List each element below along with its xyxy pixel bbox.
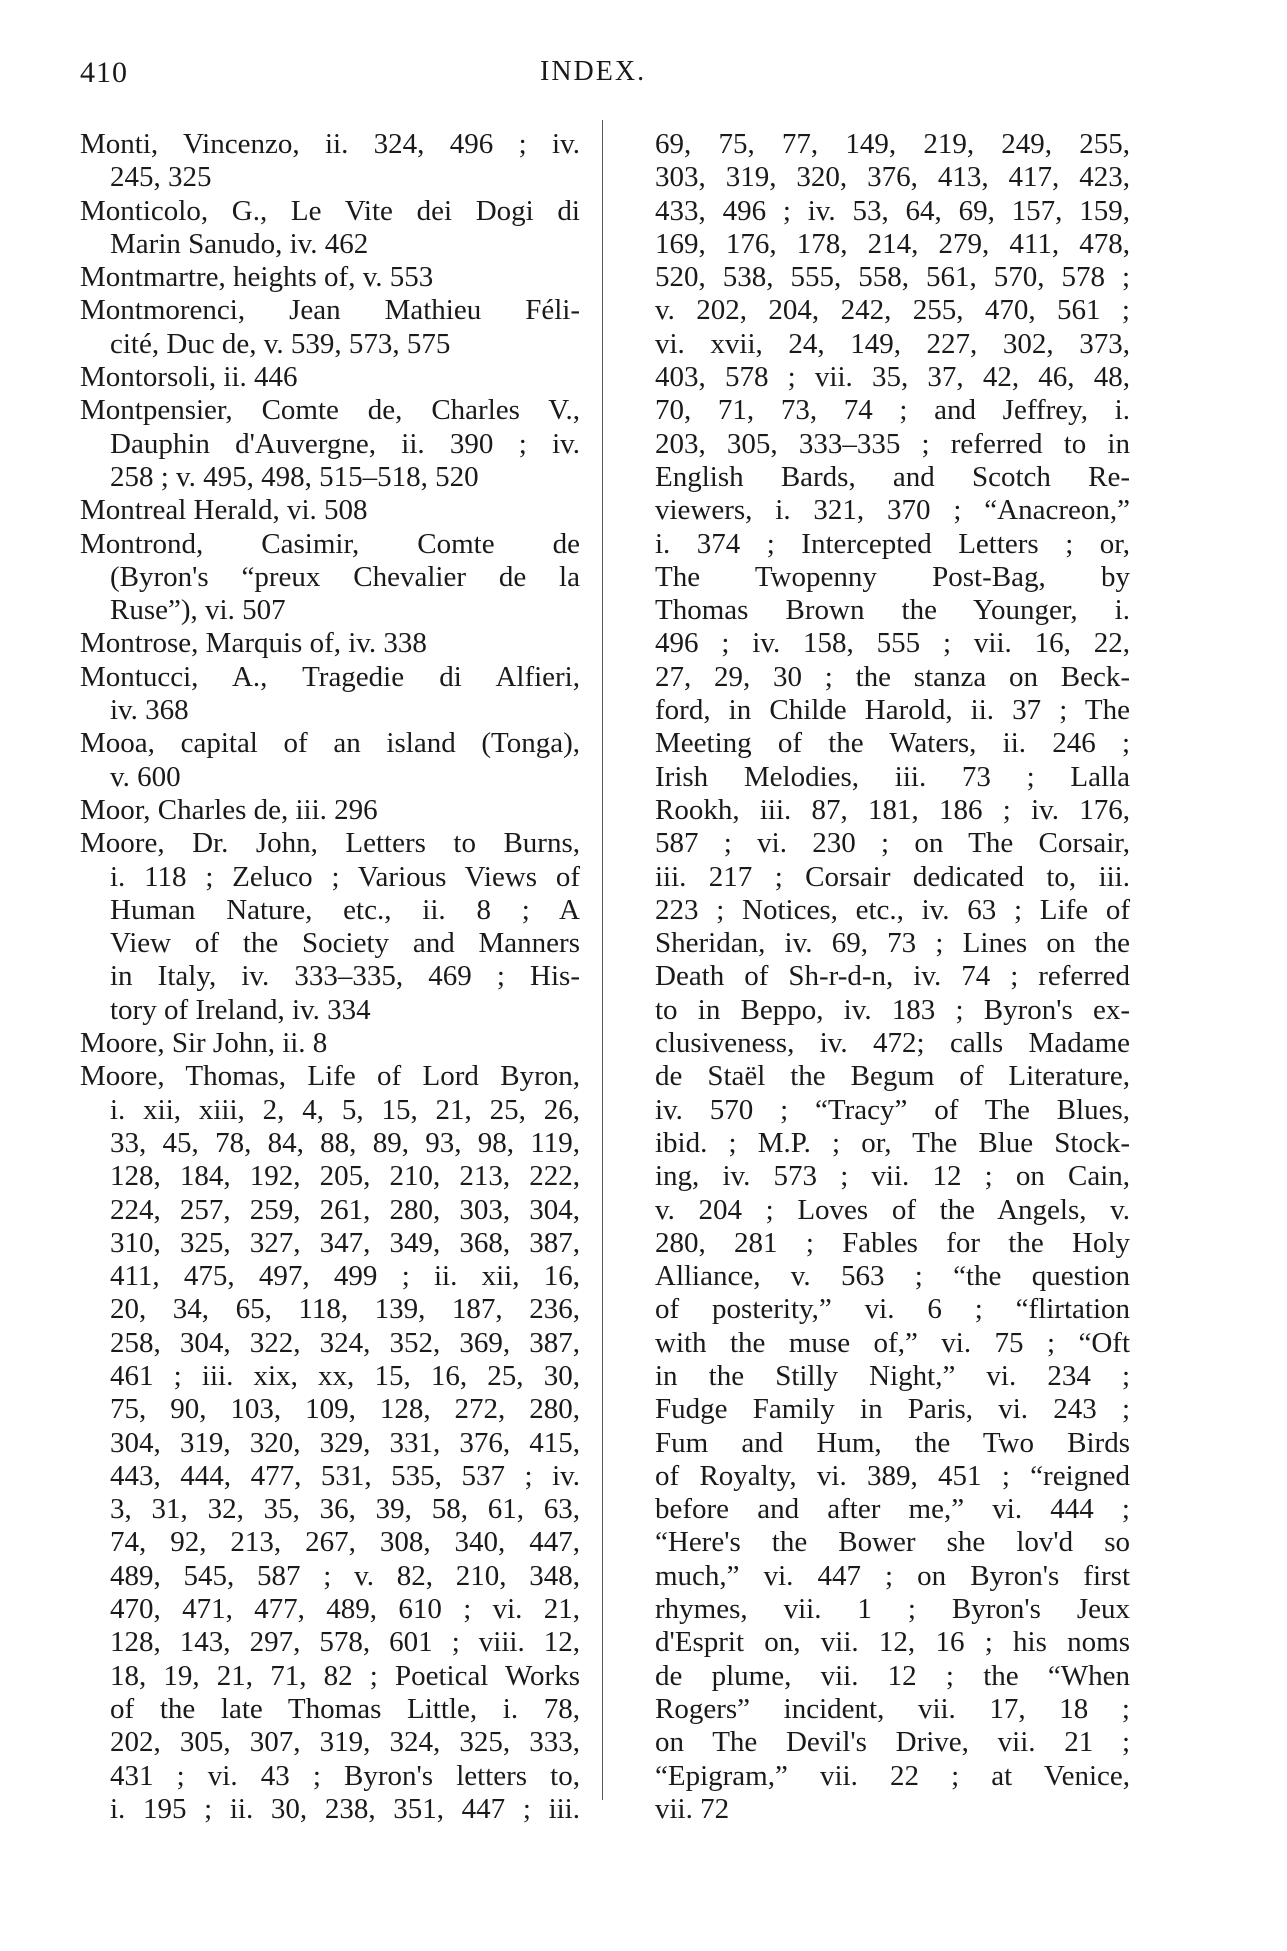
index-line: Montucci, A., Tragedie di Alfieri,: [80, 660, 580, 693]
index-line: cité, Duc de, v. 539, 573, 575: [110, 327, 451, 360]
index-line: Monti, Vincenzo, ii. 324, 496 ; iv.: [80, 128, 580, 160]
index-line: 33, 45, 78, 84, 88, 89, 93, 98, 119,: [110, 1126, 580, 1159]
index-line: on The Devil's Drive, vii. 21 ;: [655, 1726, 1130, 1759]
index-line: Alliance, v. 563 ; “the question: [655, 1260, 1130, 1293]
index-line: ing, iv. 573 ; vii. 12 ; on Cain,: [655, 1160, 1130, 1193]
index-line: Irish Melodies, iii. 73 ; Lalla: [655, 760, 1130, 793]
index-line: 70, 71, 73, 74 ; and Jeffrey, i.: [655, 394, 1130, 427]
index-line: 27, 29, 30 ; the stanza on Beck-: [655, 660, 1130, 693]
index-line: 223 ; Notices, etc., iv. 63 ; Life of: [655, 893, 1130, 926]
index-line: 128, 143, 297, 578, 601 ; viii. 12,: [110, 1626, 580, 1659]
index-line: iv. 570 ; “Tracy” of The Blues,: [655, 1093, 1130, 1126]
index-line: Montmorenci, Jean Mathieu Féli-: [80, 294, 580, 327]
index-line: 587 ; vi. 230 ; on The Corsair,: [655, 827, 1130, 860]
index-line: Monticolo, G., Le Vite dei Dogi di: [80, 194, 580, 227]
index-line: 496 ; iv. 158, 555 ; vii. 16, 22,: [655, 627, 1130, 660]
index-line: Montpensier, Comte de, Charles V.,: [80, 394, 580, 427]
index-line: “Epigram,” vii. 22 ; at Venice,: [655, 1759, 1130, 1792]
index-line: 75, 90, 103, 109, 128, 272, 280,: [110, 1393, 580, 1426]
index-line: with the muse of,” vi. 75 ; “Oft: [655, 1326, 1130, 1359]
index-line: 304, 319, 320, 329, 331, 376, 415,: [110, 1426, 580, 1459]
index-line: Moore, Sir John, ii. 8: [80, 1027, 328, 1060]
page-number: 410: [80, 56, 128, 89]
index-line: vii. 72: [655, 1792, 730, 1825]
index-line: 258, 304, 322, 324, 352, 369, 387,: [110, 1326, 580, 1359]
index-line: Moore, Dr. John, Letters to Burns,: [80, 827, 580, 860]
index-line: d'Esprit on, vii. 12, 16 ; his noms: [655, 1626, 1130, 1659]
index-line: 258 ; v. 495, 498, 515–518, 520: [110, 460, 479, 493]
index-line: Fum and Hum, the Two Birds: [655, 1426, 1130, 1459]
index-line: iv. 368: [110, 694, 189, 727]
index-line: Sheridan, iv. 69, 73 ; Lines on the: [655, 927, 1130, 960]
index-line: Dauphin d'Auvergne, ii. 390 ; iv.: [110, 427, 580, 460]
index-line: before and after me,” vi. 444 ;: [655, 1493, 1130, 1526]
index-line: ibid. ; M.P. ; or, The Blue Stock-: [655, 1126, 1130, 1159]
index-line: ford, in Childe Harold, ii. 37 ; The: [655, 694, 1130, 727]
index-line: Human Nature, etc., ii. 8 ; A: [110, 893, 580, 926]
index-line: clusiveness, iv. 472; calls Madame: [655, 1027, 1130, 1060]
index-line: iii. 217 ; Corsair dedicated to, iii.: [655, 860, 1130, 893]
index-line: 20, 34, 65, 118, 139, 187, 236,: [110, 1293, 580, 1326]
index-line: 520, 538, 555, 558, 561, 570, 578 ;: [655, 261, 1130, 294]
index-line: Fudge Family in Paris, vi. 243 ;: [655, 1393, 1130, 1426]
index-line: to in Beppo, iv. 183 ; Byron's ex-: [655, 993, 1130, 1026]
index-line: de plume, vii. 12 ; the “When: [655, 1659, 1130, 1692]
index-line: Montreal Herald, vi. 508: [80, 494, 368, 527]
index-line: Moor, Charles de, iii. 296: [80, 793, 378, 826]
index-line: 461 ; iii. xix, xx, 15, 16, 25, 30,: [110, 1359, 580, 1392]
index-line: Thomas Brown the Younger, i.: [655, 594, 1130, 627]
column-divider: [602, 120, 603, 1800]
index-line: View of the Society and Manners: [110, 927, 580, 960]
index-line: 310, 325, 327, 347, 349, 368, 387,: [110, 1226, 580, 1259]
index-line: of Royalty, vi. 389, 451 ; “reigned: [655, 1459, 1130, 1492]
index-line: Meeting of the Waters, ii. 246 ;: [655, 727, 1130, 760]
index-line: 169, 176, 178, 214, 279, 411, 478,: [655, 227, 1130, 260]
index-line: 18, 19, 21, 71, 82 ; Poetical Works: [110, 1659, 580, 1692]
index-line: 489, 545, 587 ; v. 82, 210, 348,: [110, 1559, 580, 1592]
index-line: 69, 75, 77, 149, 219, 249, 255,: [655, 128, 1130, 160]
index-line: vi. xvii, 24, 149, 227, 302, 373,: [655, 327, 1130, 360]
index-line: of posterity,” vi. 6 ; “flirtation: [655, 1293, 1130, 1326]
index-line: 3, 31, 32, 35, 36, 39, 58, 61, 63,: [110, 1493, 580, 1526]
index-line: Montrond, Casimir, Comte de: [80, 527, 580, 560]
index-line: Death of Sh-r-d-n, iv. 74 ; referred: [655, 960, 1130, 993]
index-line: of the late Thomas Little, i. 78,: [110, 1692, 580, 1725]
index-line: tory of Ireland, iv. 334: [110, 993, 371, 1026]
index-line: 433, 496 ; iv. 53, 64, 69, 157, 159,: [655, 194, 1130, 227]
index-line: i. 195 ; ii. 30, 238, 351, 447 ; iii.: [110, 1792, 580, 1825]
index-line: English Bards, and Scotch Re-: [655, 460, 1130, 493]
running-head: INDEX.: [540, 56, 647, 87]
index-line: (Byron's “preux Chevalier de la: [110, 560, 580, 593]
index-line: Rookh, iii. 87, 181, 186 ; iv. 176,: [655, 793, 1130, 826]
index-line: 128, 184, 192, 205, 210, 213, 222,: [110, 1160, 580, 1193]
index-line: 74, 92, 213, 267, 308, 340, 447,: [110, 1526, 580, 1559]
index-line: i. 374 ; Intercepted Letters ; or,: [655, 527, 1130, 560]
index-line: much,” vi. 447 ; on Byron's first: [655, 1559, 1130, 1592]
index-line: 245, 325: [110, 161, 212, 194]
index-line: 431 ; vi. 43 ; Byron's letters to,: [110, 1759, 580, 1792]
column-left: [80, 128, 580, 1826]
index-line: in the Stilly Night,” vi. 234 ;: [655, 1359, 1130, 1392]
index-line: de Staël the Begum of Literature,: [655, 1060, 1130, 1093]
index-line: Rogers” incident, vii. 17, 18 ;: [655, 1692, 1130, 1725]
index-line: 303, 319, 320, 376, 413, 417, 423,: [655, 161, 1130, 194]
index-line: 403, 578 ; vii. 35, 37, 42, 46, 48,: [655, 361, 1130, 394]
index-line: Ruse”), vi. 507: [110, 594, 286, 627]
index-line: i. xii, xiii, 2, 4, 5, 15, 21, 25, 26,: [110, 1093, 580, 1126]
index-line: Mooa, capital of an island (Tonga),: [80, 727, 580, 760]
index-line: 411, 475, 497, 499 ; ii. xii, 16,: [110, 1260, 580, 1293]
index-line: v. 600: [110, 760, 181, 793]
index-line: v. 202, 204, 242, 255, 470, 561 ;: [655, 294, 1130, 327]
index-line: i. 118 ; Zeluco ; Various Views of: [110, 860, 580, 893]
index-line: Moore, Thomas, Life of Lord Byron,: [80, 1060, 580, 1093]
index-line: rhymes, vii. 1 ; Byron's Jeux: [655, 1593, 1130, 1626]
index-line: 202, 305, 307, 319, 324, 325, 333,: [110, 1726, 580, 1759]
index-line: viewers, i. 321, 370 ; “Anacreon,”: [655, 494, 1130, 527]
index-line: Montmartre, heights of, v. 553: [80, 261, 434, 294]
column-right: [655, 128, 1130, 1826]
index-line: Montorsoli, ii. 446: [80, 361, 298, 394]
index-line: 224, 257, 259, 261, 280, 303, 304,: [110, 1193, 580, 1226]
index-line: Montrose, Marquis of, iv. 338: [80, 627, 427, 660]
index-line: 470, 471, 477, 489, 610 ; vi. 21,: [110, 1593, 580, 1626]
index-line: The Twopenny Post-Bag, by: [655, 560, 1130, 593]
index-line: 203, 305, 333–335 ; referred to in: [655, 427, 1130, 460]
index-line: in Italy, iv. 333–335, 469 ; His-: [110, 960, 580, 993]
index-line: Marin Sanudo, iv. 462: [110, 227, 369, 260]
index-line: “Here's the Bower she lov'd so: [655, 1526, 1130, 1559]
index-line: 443, 444, 477, 531, 535, 537 ; iv.: [110, 1459, 580, 1492]
index-line: v. 204 ; Loves of the Angels, v.: [655, 1193, 1130, 1226]
index-line: 280, 281 ; Fables for the Holy: [655, 1226, 1130, 1259]
